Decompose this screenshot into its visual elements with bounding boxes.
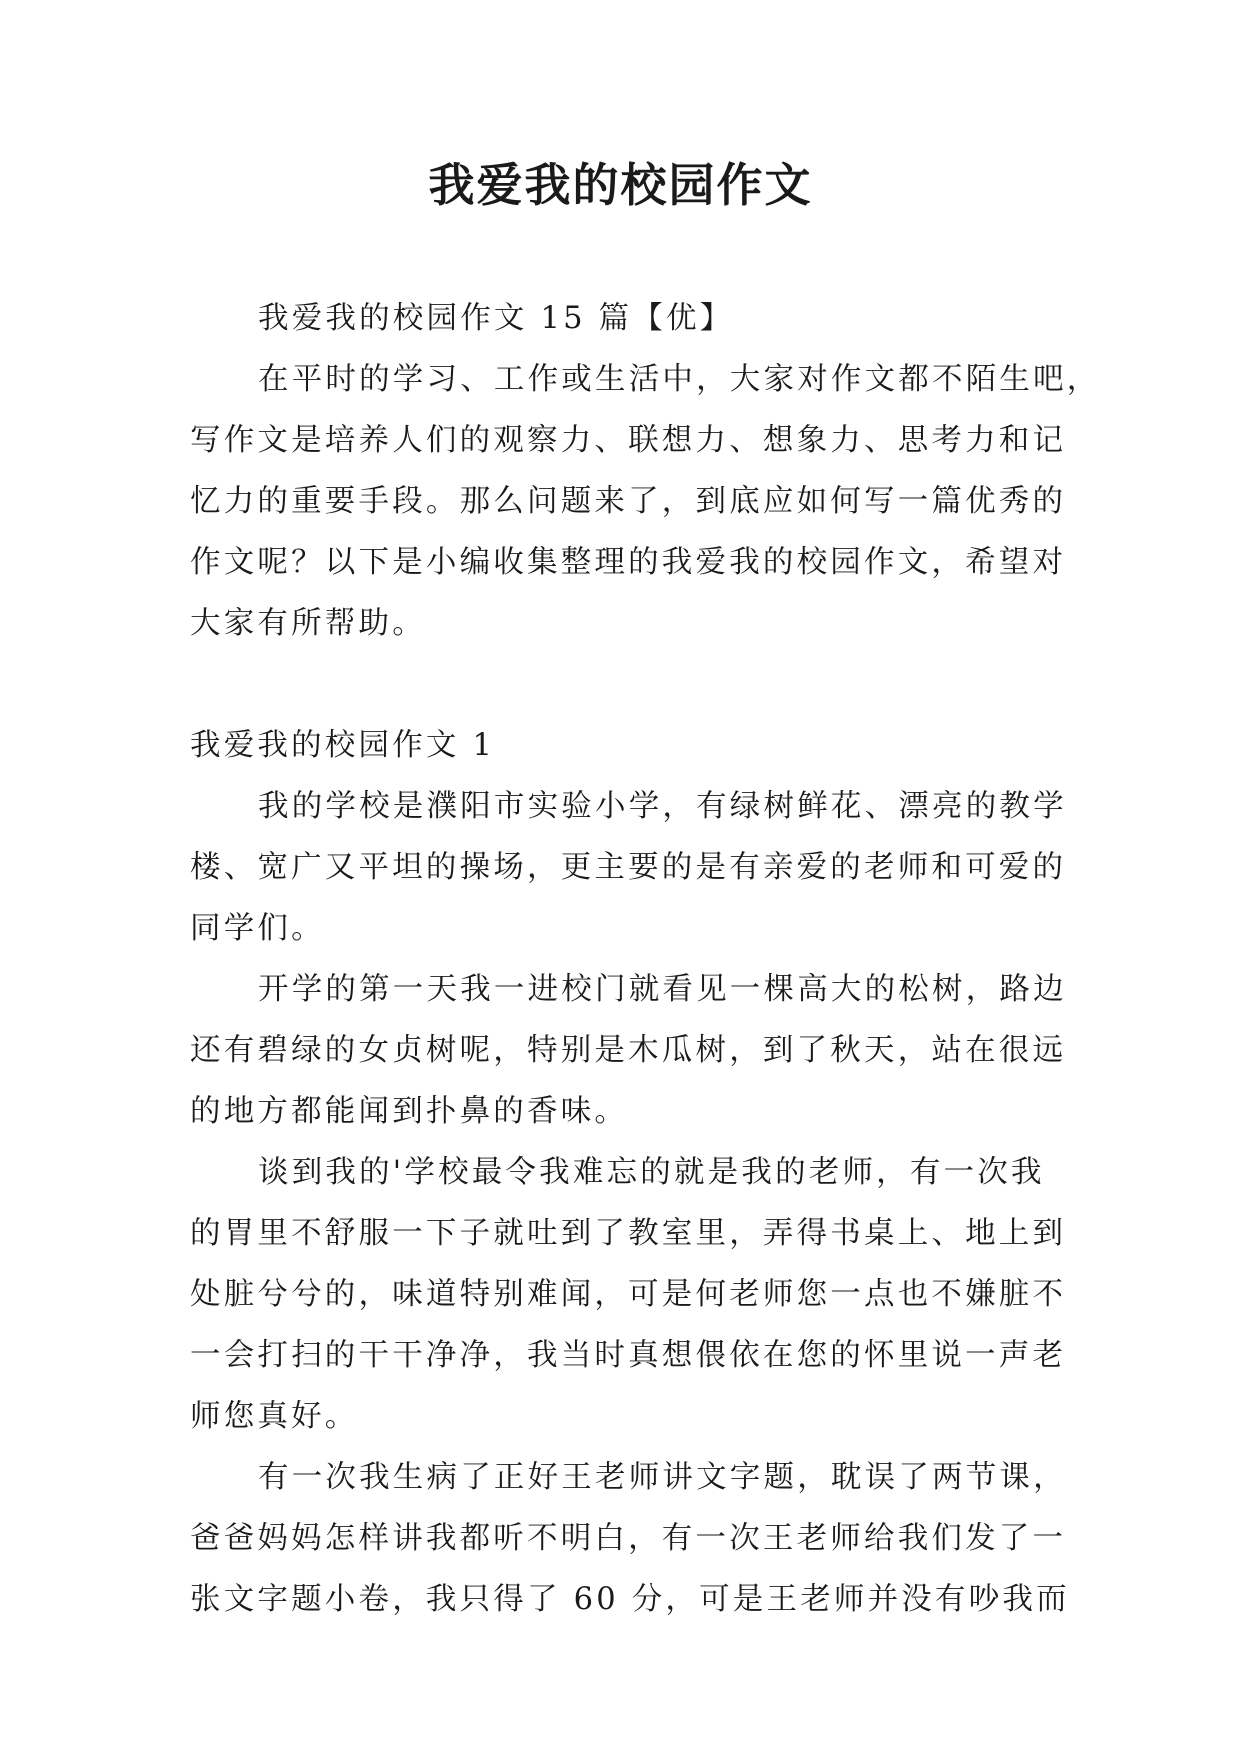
intro-line-2: 写作文是培养人们的观察力、联想力、想象力、思考力和记 xyxy=(190,423,1067,458)
paragraph-3-line-4: 一会打扫的干干净净，我当时真想偎依在您的怀里说一声老 xyxy=(190,1338,1067,1373)
paragraph-3-line-1: 谈到我的'学校最令我难忘的就是我的老师，有一次我 xyxy=(258,1155,1045,1190)
paragraph-4-line-3: 张文字题小卷，我只得了 60 分，可是王老师并没有吵我而 xyxy=(190,1582,1070,1617)
intro-line-3: 忆力的重要手段。那么问题来了，到底应如何写一篇优秀的 xyxy=(190,484,1067,519)
document-title: 我爱我的校园作文 xyxy=(428,158,813,212)
paragraph-3-line-2: 的胃里不舒服一下子就吐到了教室里，弄得书桌上、地上到 xyxy=(190,1216,1067,1251)
paragraph-2 xyxy=(190,959,1070,1142)
paragraph-2-line-2: 还有碧绿的女贞树呢，特别是木瓜树，到了秋天，站在很远 xyxy=(190,1033,1067,1068)
subtitle-line: 我爱我的校园作文 15 篇【优】 xyxy=(258,301,734,336)
paragraph-1-line-3: 同学们。 xyxy=(190,911,325,946)
section-heading: 我爱我的校园作文 1 xyxy=(190,728,496,763)
paragraph-3-line-3: 处脏兮兮的，味道特别难闻，可是何老师您一点也不嫌脏不 xyxy=(190,1277,1067,1312)
paragraph-3-line-5: 师您真好。 xyxy=(190,1399,359,1434)
document-body xyxy=(190,288,1101,1630)
paragraph-4-line-1: 有一次我生病了正好王老师讲文字题，耽误了两节课， xyxy=(258,1460,1067,1495)
paragraph-4 xyxy=(190,1447,1070,1630)
paragraph-2-line-1: 开学的第一天我一进校门就看见一棵高大的松树，路边 xyxy=(258,972,1067,1007)
paragraph-1-line-2: 楼、宽广又平坦的操场，更主要的是有亲爱的老师和可爱的 xyxy=(190,850,1067,885)
paragraph-2-line-3: 的地方都能闻到扑鼻的香味。 xyxy=(190,1094,629,1129)
intro-line-4: 作文呢？以下是小编收集整理的我爱我的校园作文，希望对 xyxy=(190,545,1067,580)
intro-paragraph xyxy=(190,349,1101,654)
intro-line-5: 大家有所帮助。 xyxy=(190,606,426,641)
paragraph-1-line-1: 我的学校是濮阳市实验小学，有绿树鲜花、漂亮的教学 xyxy=(258,789,1067,824)
intro-line-1: 在平时的学习、工作或生活中，大家对作文都不陌生吧， xyxy=(258,362,1101,397)
paragraph-1 xyxy=(190,776,1070,959)
paragraph-4-line-2: 爸爸妈妈怎样讲我都听不明白，有一次王老师给我们发了一 xyxy=(190,1521,1067,1556)
paragraph-3 xyxy=(190,1142,1070,1447)
blank-line xyxy=(190,654,1070,715)
